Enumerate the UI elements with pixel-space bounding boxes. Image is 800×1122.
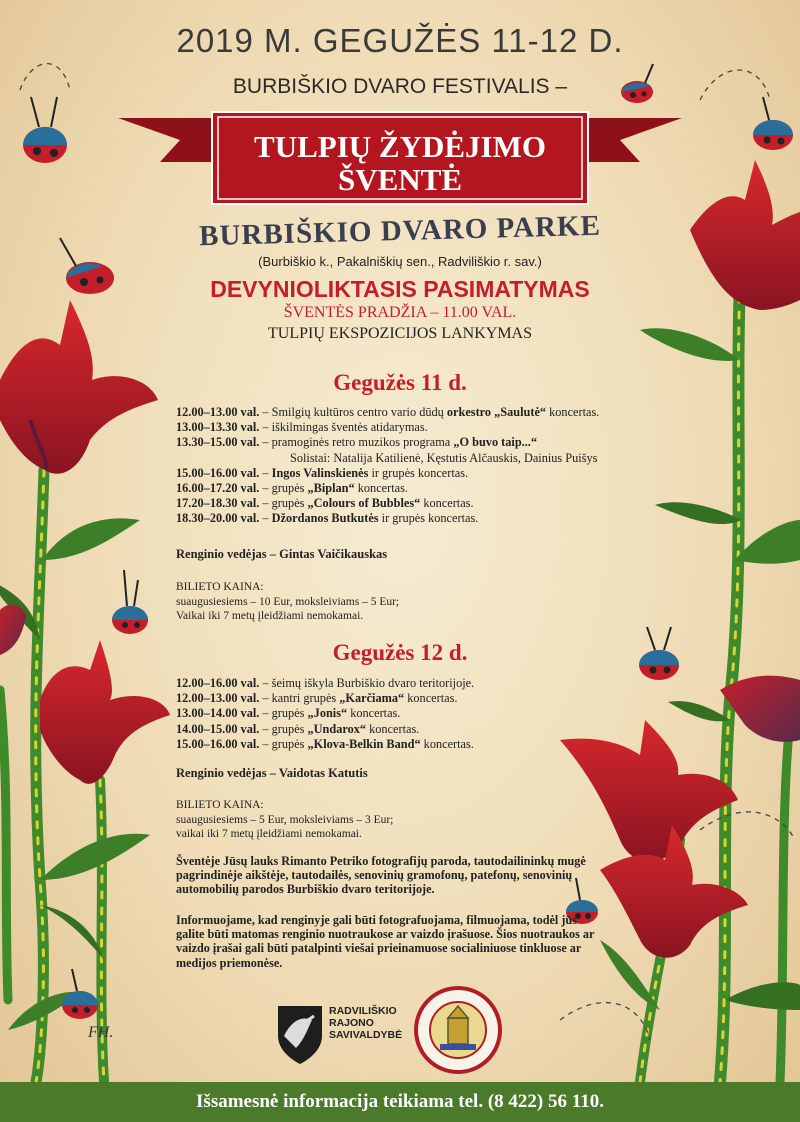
row-text: – grupės (259, 706, 308, 721)
edition-title: DEVYNIOLIKTASIS PASIMATYMAS (210, 276, 590, 302)
row-time: 12.00–13.00 val. (176, 691, 260, 706)
row-suffix: koncertas. (354, 481, 408, 496)
row-time: 16.00–17.20 val. (176, 481, 260, 496)
row-time: 15.00–16.00 val. (176, 465, 260, 480)
row-text: – iškilmingas šventės atidarymas. (259, 420, 428, 435)
row-suffix: koncertas. (347, 706, 401, 721)
municipality-logo-text (329, 1005, 402, 1041)
row-suffix: ir grupės koncertas. (368, 465, 469, 480)
exposition-note: TULPIŲ EKSPOZICIJOS LANKYMAS (267, 325, 532, 342)
ribbon-title-line2: ŠVENTĖ (337, 162, 463, 197)
venue-address: (Burbiškio k., Pakalniškių sen., Radviliškio r. sav.) (258, 254, 542, 269)
info-paragraph-photography: Informuojame, kad renginyje gali būti fotografuojama, filmuojama, todėl jūs galite būti matomas renginio nuotraukose ar vaizdo įrašuose. Šios nuotraukos ar vaizdo įrašai gali būti patalpinti viešai prieinamuose socialiniuose tinkluose ar medijos priemonėse. (176, 913, 595, 970)
ticket-price: suaugusiesiems – 5 Eur, moksleiviams – 3 Eur; (176, 813, 394, 826)
ticket-title: BILIETO KAINA: (176, 581, 264, 593)
row-text: – grupės (259, 736, 308, 751)
row-performer: orkestro „Saulutė“ (446, 405, 547, 419)
row-text: – grupės (259, 721, 308, 736)
schedule-row (176, 706, 646, 721)
day1-heading: Gegužės 11 d. (333, 370, 467, 395)
ribbon-title-line1: TULPIŲ ŽYDĖJIMO (254, 129, 546, 164)
day1-host: Renginio vedėjas – Gintas Vaičikauskas (176, 547, 388, 561)
schedule-row (176, 420, 646, 435)
row-performer: „Undarox“ (307, 721, 367, 736)
row-time: 14.00–15.00 val. (176, 721, 260, 736)
event-date: 2019 M. GEGUŽĖS 11-12 D. (176, 22, 624, 59)
venue-title: BURBIŠKIO DVARO PARKE (198, 209, 602, 253)
day2-host: Renginio vedėjas – Vaidotas Katutis (176, 766, 368, 780)
schedule-row (176, 511, 646, 526)
row-time: 12.00–16.00 val. (176, 676, 260, 690)
schedule-row (176, 496, 646, 511)
row-time: 13.00–14.00 val. (176, 706, 260, 721)
ticket-note: Vaikai iki 7 metų įleidžiami nemokamai. (176, 610, 364, 622)
schedule-row (176, 737, 646, 752)
row-suffix: koncertas. (404, 691, 458, 706)
day1-schedule (176, 405, 646, 527)
row-performer: Ingos Valinskienės (271, 465, 369, 480)
row-time: 13.30–15.00 val. (176, 435, 260, 450)
soloists-row: Solistai: Natalija Katilienė, Kęstutis Alčauskis, Dainius Puišys (290, 450, 598, 465)
row-text: – Smilgių kultūros centro vario dūdų (259, 405, 447, 419)
row-suffix: koncertas. (366, 721, 420, 736)
row-suffix: koncertas. (546, 405, 600, 419)
museum-seal-icon (414, 986, 502, 1074)
row-time: 12.00–13.00 val. (176, 405, 260, 419)
row-performer: „O buvo taip...“ (453, 435, 538, 450)
municipality-coat-of-arms-icon (278, 1006, 322, 1064)
schedule-row (176, 466, 646, 481)
day2-schedule (176, 676, 646, 752)
row-text: – (259, 465, 272, 480)
ticket-price: suaugusiesiems – 10 Eur, moksleiviams – 5 Eur; (176, 595, 400, 608)
row-performer: „Colours of Bubbles“ (307, 496, 421, 511)
municipality-line1: RADVILIŠKIO (329, 1005, 397, 1017)
row-text: – pramoginės retro muzikos programa (259, 435, 454, 450)
municipality-line2: RAJONO (329, 1017, 374, 1029)
row-performer: „Karčiama“ (339, 691, 405, 706)
row-suffix: koncertas. (420, 736, 474, 751)
row-text: – grupės (259, 481, 308, 496)
schedule-row (176, 405, 646, 420)
ticket-title: BILIETO KAINA: (176, 799, 264, 811)
schedule-row (176, 676, 646, 691)
row-performer: „Jonis“ (307, 706, 348, 721)
row-time: 13.00–13.30 val. (176, 420, 260, 435)
ticket-note: vaikai iki 7 metų įleidžiami nemokamai. (176, 828, 362, 840)
row-performer: „Biplan“ (307, 481, 355, 496)
row-performer: Džordanos Butkutės (271, 511, 379, 526)
festival-name: BURBIŠKIO DVARO FESTIVALIS – (232, 75, 568, 98)
schedule-row (176, 435, 646, 450)
day2-ticket (176, 798, 496, 842)
footer-contact: Išsamesnė informacija teikiama tel. (8 422) 56 110. (196, 1091, 604, 1112)
artist-signature: FH. (88, 1024, 114, 1041)
start-time: ŠVENTĖS PRADŽIA – 11.00 VAL. (283, 304, 517, 321)
schedule-row (176, 691, 646, 706)
row-performer: „Klova-Belkin Band“ (307, 736, 421, 751)
row-text: – (259, 511, 272, 526)
row-text: – kantri grupės (259, 691, 340, 706)
schedule-row (176, 722, 646, 737)
row-text: – grupės (259, 496, 308, 511)
row-suffix: ir grupės koncertas. (378, 511, 479, 526)
row-text: – šeimų iškyla Burbiškio dvaro teritorijoje. (259, 676, 475, 690)
row-suffix: koncertas. (420, 496, 474, 511)
row-time: 17.20–18.30 val. (176, 496, 260, 511)
day1-ticket (176, 580, 496, 624)
row-time: 15.00–16.00 val. (176, 736, 260, 751)
row-time: 18.30–20.00 val. (176, 511, 260, 526)
schedule-row (176, 481, 646, 496)
ladybug-icon (112, 570, 148, 634)
info-paragraph-exhibitions: Šventėje Jūsų lauks Rimanto Petriko fotografijų paroda, tautodailininkų mugė pagrindinėje aikštėje, tautodailės, senovinių gramofonų, patefonų, senovinių automobilių parodos Burbiškio dvaro teritorijoje. (176, 854, 586, 897)
municipality-line3: SAVIVALDYBĖ (329, 1029, 403, 1041)
day2-heading: Gegužės 12 d. (332, 640, 468, 665)
